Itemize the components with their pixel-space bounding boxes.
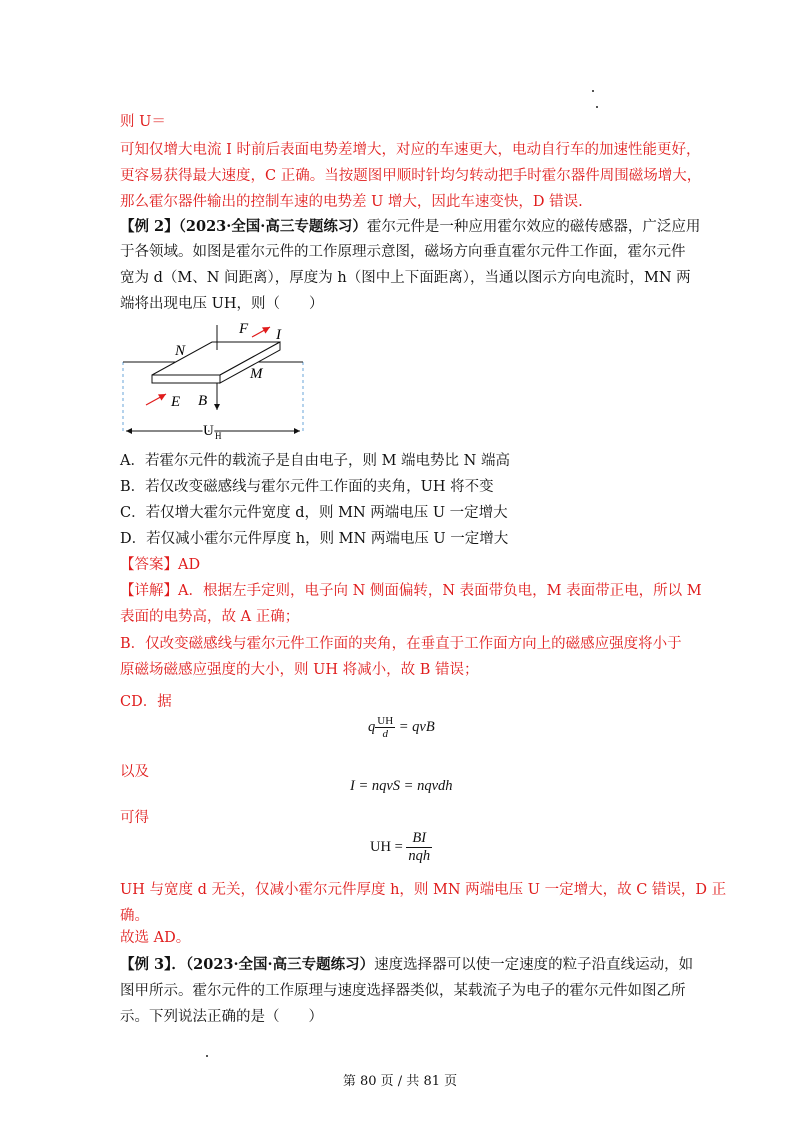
eq1-fraction xyxy=(375,715,395,740)
option-b: B．若仅改变磁感线与霍尔元件工作面的夹角，UH 将不变 xyxy=(120,479,494,495)
equation-2: I = nqvS = nqvdh xyxy=(350,778,453,794)
detail-line-1: 【详解】A．根据左手定则，电子向 N 侧面偏转，N 表面带负电，M 表面带正电，所以 M xyxy=(120,583,702,599)
eq1-q: q xyxy=(368,718,376,735)
current-arrow-top xyxy=(252,327,270,337)
eq3-left: UH = xyxy=(370,838,403,855)
equation-1 xyxy=(368,715,435,740)
label-N: N xyxy=(175,343,186,359)
page-number-footer: 第 80 页 / 共 81 页 xyxy=(342,1074,458,1089)
example3-tag: 【例 3】 xyxy=(120,956,172,973)
example3-line-1 xyxy=(120,955,693,975)
option-a: A．若霍尔元件的载流子是自由电子，则 M 端电势比 N 端高 xyxy=(120,453,510,469)
detail-line-2: 表面的电势高，故 A 正确； xyxy=(120,609,300,625)
current-arrow-bottom xyxy=(146,394,166,405)
example3-line-3: 示。下列说法正确的是（ ） xyxy=(120,1009,323,1025)
example3-line-2: 图甲所示。霍尔元件的工作原理与速度选择器类似，某载流子为电子的霍尔元件如图乙所 xyxy=(120,983,686,999)
detail-line-3: B．仅改变磁感线与霍尔元件工作面的夹角，在垂直于工作面方向上的磁感应强度将小于 xyxy=(120,636,682,652)
example3-source: ．（2023·全国·高三专题练习） xyxy=(171,956,375,973)
eq1-numerator: UH xyxy=(377,715,394,727)
solution-line-2: 可知仅增大电流 I 时前后表面电势差增大，对应的车速更大，电动自行车的加速性能更好， xyxy=(120,142,701,158)
decor-dot xyxy=(206,1055,208,1057)
example2-tag: 【例 2】 xyxy=(120,218,179,235)
eq1-right: = qvB xyxy=(398,718,435,735)
label-I: I xyxy=(276,327,281,343)
label-F: F xyxy=(239,321,249,337)
option-d: D．若仅减小霍尔元件厚度 h，则 MN 两端电压 U 一定增大 xyxy=(120,531,509,547)
example2-source: （2023·全国·高三专题练习） xyxy=(178,218,367,235)
hall-element-diagram xyxy=(118,315,318,445)
example2-text: 霍尔元件是一种应用霍尔效应的磁传感器，广泛应用 xyxy=(366,219,701,235)
detail-line-5: CD．据 xyxy=(120,694,172,710)
answer: 【答案】AD xyxy=(120,557,201,573)
eq3-numerator: BI xyxy=(406,830,432,848)
hall-slab-front xyxy=(152,375,220,383)
example2-line-3: 宽为 d（M、N 间距离），厚度为 h（图中上下面距离），当通以图示方向电流时，MN 两 xyxy=(120,270,691,286)
detail-line-6: 以及 xyxy=(120,764,149,780)
decor-dot xyxy=(592,90,594,92)
example2-line-4: 端将出现电压 UH，则（ ） xyxy=(120,296,324,312)
example3-text: 速度选择器可以使一定速度的粒子沿直线运动，如 xyxy=(374,957,694,973)
label-U: U xyxy=(203,423,214,439)
detail-line-9: 确。 xyxy=(120,908,149,924)
eq3-denominator: nqh xyxy=(408,848,431,864)
detail-line-8: UH 与宽度 d 无关，仅减小霍尔元件厚度 h，则 MN 两端电压 U 一定增大，故 C 错误，D 正 xyxy=(120,882,727,898)
eq3-fraction xyxy=(406,830,432,865)
solution-line-4: 那么霍尔器件输出的控制车速的电势差 U 增大，因此车速变快，D 错误. xyxy=(120,194,583,210)
detail-line-7: 可得 xyxy=(120,810,149,826)
equation-3 xyxy=(370,830,432,865)
example2-line-1 xyxy=(120,217,700,237)
option-c: C．若仅增大霍尔元件宽度 d，则 MN 两端电压 U 一定增大 xyxy=(120,505,508,521)
solution-line-3: 更容易获得最大速度，C 正确。当按题图甲顺时针均匀转动把手时霍尔器件周围磁场增大， xyxy=(120,168,702,184)
detail-line-4: 原磁场磁感应强度的大小，则 UH 将减小，故 B 错误； xyxy=(120,662,479,678)
label-H: H xyxy=(215,431,222,441)
detail-line-10: 故选 AD。 xyxy=(120,930,191,946)
example2-line-2: 于各领域。如图是霍尔元件的工作原理示意图，磁场方向垂直霍尔元件工作面，霍尔元件 xyxy=(120,244,686,260)
eq1-denominator: d xyxy=(382,728,388,740)
label-E: E xyxy=(171,394,181,410)
label-B: B xyxy=(198,393,208,409)
label-M: M xyxy=(250,366,263,382)
solution-line-1: 则 U＝ xyxy=(120,114,166,130)
decor-dot xyxy=(596,106,598,108)
